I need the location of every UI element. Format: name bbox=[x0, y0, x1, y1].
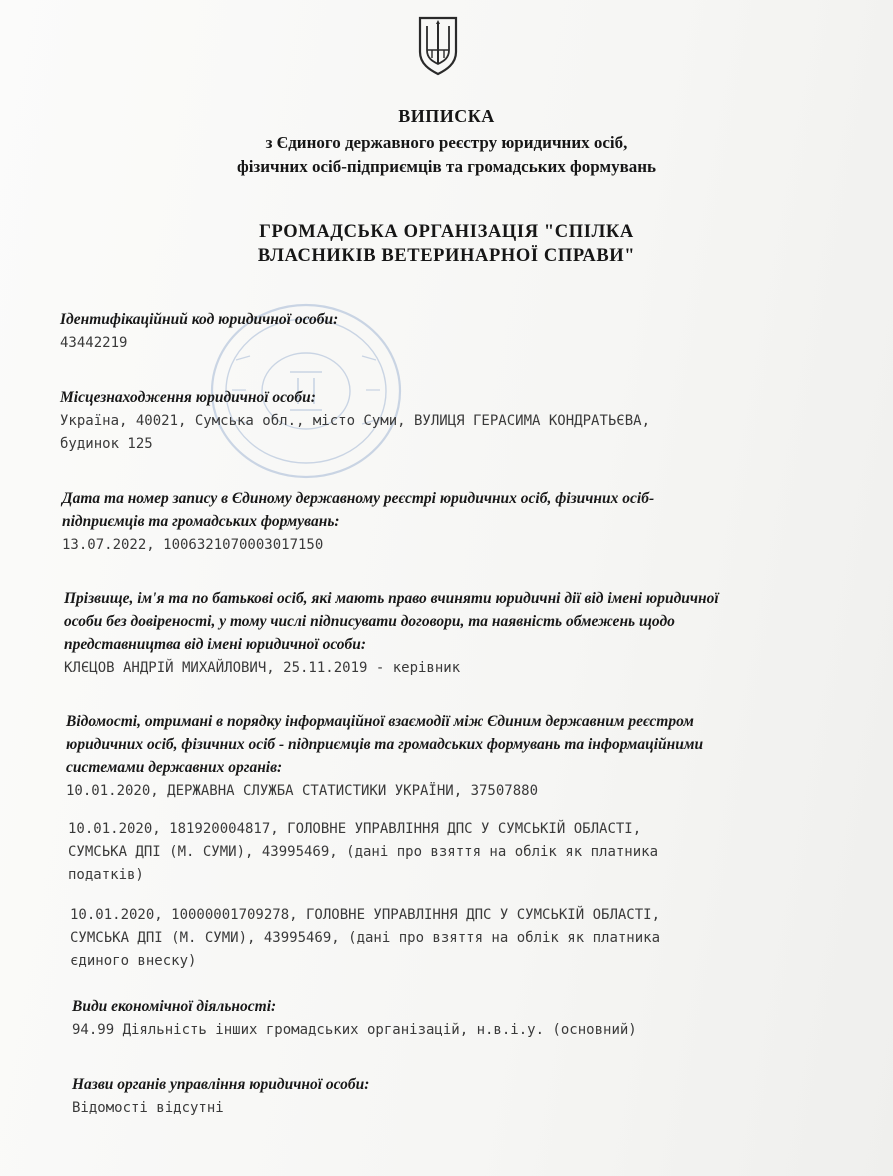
management-value: Відомості відсутні bbox=[72, 1100, 224, 1116]
registration-label-line1: Дата та номер запису в Єдиному державному реєстрі юридичних осіб, фізичних осіб- bbox=[62, 490, 655, 507]
representatives-value: КЛЄЦОВ АНДРІЙ МИХАЙЛОВИЧ, 25.11.2019 - керівник bbox=[64, 660, 461, 676]
interaction-label-line3: системами державних органів: bbox=[66, 759, 283, 776]
activities-value: 94.99 Діяльність інших громадських організацій, н.в.і.у. (основний) bbox=[72, 1022, 637, 1038]
interaction-label-line1: Відомості, отримані в порядку інформаційної взаємодії між Єдиним державним реєстром bbox=[66, 713, 694, 730]
document-subtitle-line2: фізичних осіб-підприємців та громадських формувань bbox=[236, 157, 657, 176]
interaction-entry-3-line1: 10.01.2020, 10000001709278, ГОЛОВНЕ УПРАВЛІННЯ ДПС У СУМСЬКІЙ ОБЛАСТІ, bbox=[70, 907, 661, 923]
document-subtitle-line1: з Єдиного державного реєстру юридичних осіб, bbox=[265, 133, 628, 152]
management-label: Назви органів управління юридичної особи: bbox=[72, 1076, 370, 1093]
interaction-entry-2-line1: 10.01.2020, 181920004817, ГОЛОВНЕ УПРАВЛІННЯ ДПС У СУМСЬКІЙ ОБЛАСТІ, bbox=[68, 821, 642, 837]
interaction-entry-2-line3: податків) bbox=[68, 867, 144, 883]
representatives-label-line2: особи без довіреності, у тому числі підписувати договори, та наявність обмежень щодо bbox=[64, 613, 675, 630]
interaction-entry-1: 10.01.2020, ДЕРЖАВНА СЛУЖБА СТАТИСТИКИ УКРАЇНИ, 37507880 bbox=[66, 783, 539, 799]
location-value-line1: Україна, 40021, Сумська обл., місто Суми, ВУЛИЦЯ ГЕРАСИМА КОНДРАТЬЄВА, bbox=[60, 413, 651, 429]
representatives-label-line1: Прізвище, ім'я та по батькові осіб, які мають право вчиняти юридичні дії від імені юридичної bbox=[64, 590, 719, 607]
identification-code-label: Ідентифікаційний код юридичної особи: bbox=[60, 311, 339, 328]
interaction-entry-3-line2: СУМСЬКА ДПІ (М. СУМИ), 43995469, (дані про взяття на облік як платника bbox=[70, 930, 661, 946]
representatives-label-line3: представництва від імені юридичної особи: bbox=[64, 636, 367, 653]
interaction-label-line2: юридичних осіб, фізичних осіб - підприємців та громадських формувань та інформаційними bbox=[66, 736, 704, 753]
document-title: ВИПИСКА bbox=[398, 106, 495, 126]
organization-name-line1: ГРОМАДСЬКА ОРГАНІЗАЦІЯ "СПІЛКА bbox=[259, 222, 634, 242]
activities-label: Види економічної діяльності: bbox=[72, 998, 277, 1015]
location-label: Місцезнаходження юридичної особи: bbox=[60, 389, 316, 406]
coat-of-arms-icon bbox=[416, 14, 460, 76]
registration-value: 13.07.2022, 1006321070003017150 bbox=[62, 537, 324, 553]
organization-name-line2: ВЛАСНИКІВ ВЕТЕРИНАРНОЇ СПРАВИ" bbox=[257, 246, 636, 266]
registration-label-line2: підприємців та громадських формувань: bbox=[62, 513, 340, 530]
interaction-entry-3-line3: єдиного внеску) bbox=[70, 953, 197, 969]
interaction-entry-2-line2: СУМСЬКА ДПІ (М. СУМИ), 43995469, (дані про взяття на облік як платника bbox=[68, 844, 659, 860]
location-value-line2: будинок 125 bbox=[60, 436, 153, 452]
identification-code-value: 43442219 bbox=[60, 335, 128, 351]
